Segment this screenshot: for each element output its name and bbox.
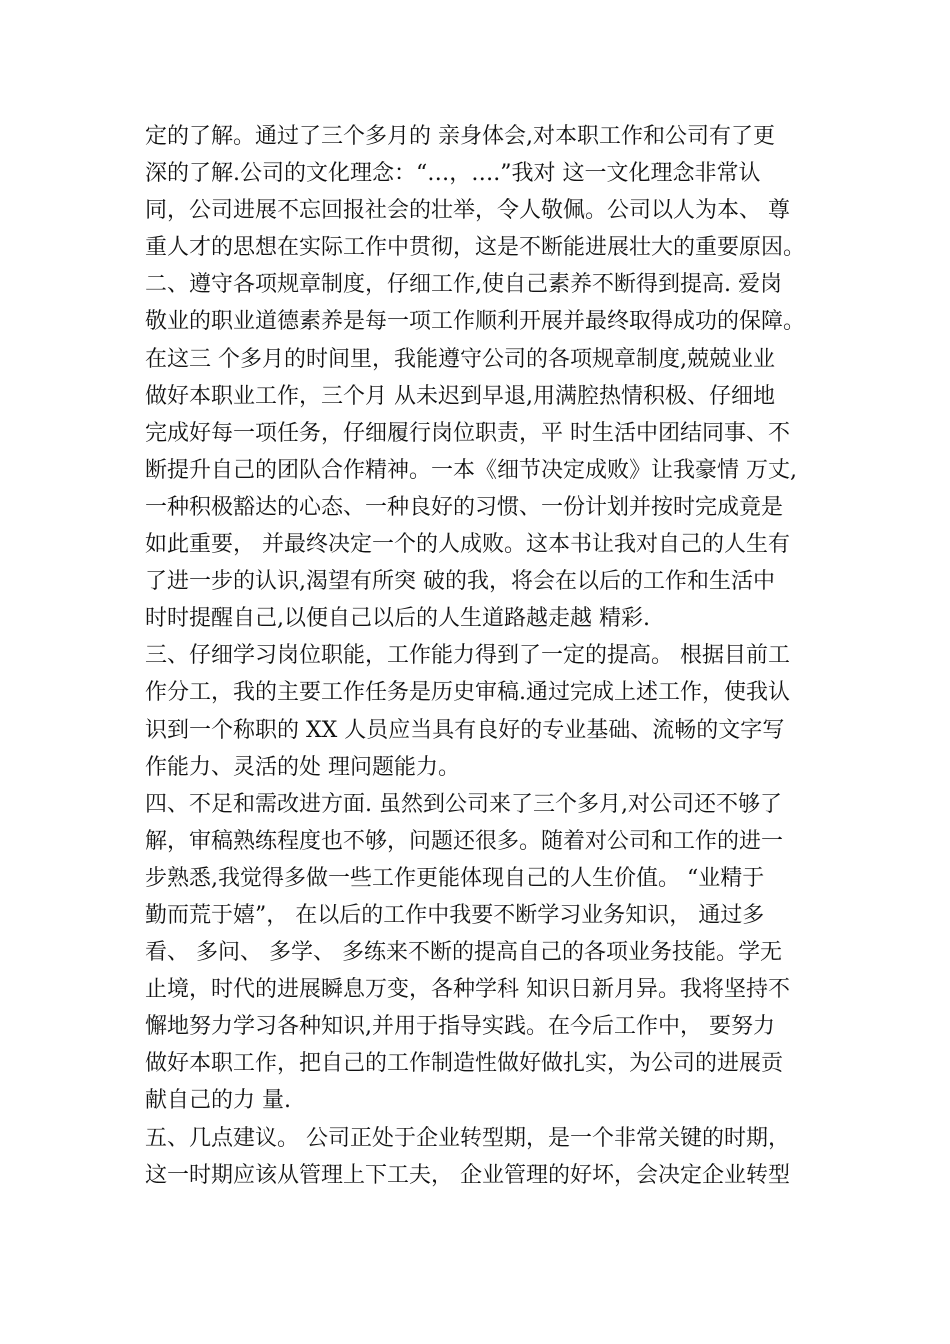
document-body — [145, 118, 815, 1194]
text-line: 作分工，我的主要工作任务是历史审稿.通过完成上述工作，使我认 — [145, 680, 790, 706]
section-heading-line: 五、几点建议。 公司正处于企业转型期，是一个非常关键的时期， — [145, 1125, 790, 1151]
text-line: 时时提醒自己,以便自己以后的人生道路越走越 精彩. — [145, 606, 650, 632]
section-heading-line: 三、仔细学习岗位职能，工作能力得到了一定的提高。 根据目前工 — [145, 643, 790, 669]
text-line: 懈地努力学习各种知识,并用于指导实践。在今后工作中， 要努力 — [145, 1014, 775, 1040]
text-line: 断提升自己的团队合作精神。一本《细节决定成败》让我豪情 万丈, — [145, 457, 797, 483]
text-line: 同，公司进展不忘回报社会的壮举，令人敬佩。公司以人为本、 尊 — [145, 198, 790, 224]
section-heading-line: 二、遵守各项规章制度，仔细工作,使自己素养不断得到提高. 爱岗 — [145, 272, 782, 298]
text-line: 重人才的思想在实际工作中贯彻，这是不断能进展壮大的重要原因。 — [145, 235, 806, 261]
text-line: 在这三 个多月的时间里，我能遵守公司的各项规章制度,兢兢业业 — [145, 346, 775, 372]
text-line: 看、 多问、 多学、 多练来不断的提高自己的各项业务技能。学无 — [145, 940, 782, 966]
text-line: 完成好每一项任务，仔细履行岗位职责，平 时生活中团结同事、不 — [145, 420, 790, 446]
text-line: 如此重要， 并最终决定一个的人成败。这本书让我对自己的人生有 — [145, 532, 790, 558]
text-line: 献自己的力 量. — [145, 1088, 291, 1114]
section-heading-line: 四、不足和需改进方面. 虽然到公司来了三个多月,对公司还不够了 — [145, 791, 782, 817]
text-line: 这一时期应该从管理上下工夫， 企业管理的好坏，会决定企业转型 — [145, 1162, 790, 1188]
text-line: 敬业的职业道德素养是每一项工作顺利开展并最终取得成功的保障。 — [145, 309, 806, 335]
text-line: 解，审稿熟练程度也不够，问题还很多。随着对公司和工作的进一 — [145, 828, 784, 854]
text-line: 做好本职业工作，三个月 从未迟到早退,用满腔热情积极、仔细地 — [145, 383, 775, 409]
text-line: 勤而荒于嬉”， 在以后的工作中我要不断学习业务知识， 通过多 — [145, 902, 765, 928]
text-line: 止境，时代的进展瞬息万变，各种学科 知识日新月异。我将坚持不 — [145, 977, 790, 1003]
text-line: 深的了解.公司的文化理念：“…，….”我对 这一文化理念非常认 — [145, 161, 761, 187]
text-line: 步熟悉,我觉得多做一些工作更能体现自己的人生价值。 “业精于 — [145, 865, 765, 891]
text-line: 识到一个称职的 XX 人员应当具有良好的专业基础、流畅的文字写 — [145, 717, 785, 743]
text-line: 做好本职工作，把自己的工作制造性做好做扎实，为公司的进展贡 — [145, 1051, 784, 1077]
text-line: 一种积极豁达的心态、一种良好的习惯、一份计划并按时完成竟是 — [145, 494, 784, 520]
text-line: 了进一步的认识,渴望有所突 破的我，将会在以后的工作和生活中 — [145, 569, 775, 595]
text-line: 定的了解。通过了三个多月的 亲身体会,对本职工作和公司有了更 — [145, 124, 775, 149]
text-line: 作能力、灵活的处 理问题能力。 — [145, 754, 460, 780]
